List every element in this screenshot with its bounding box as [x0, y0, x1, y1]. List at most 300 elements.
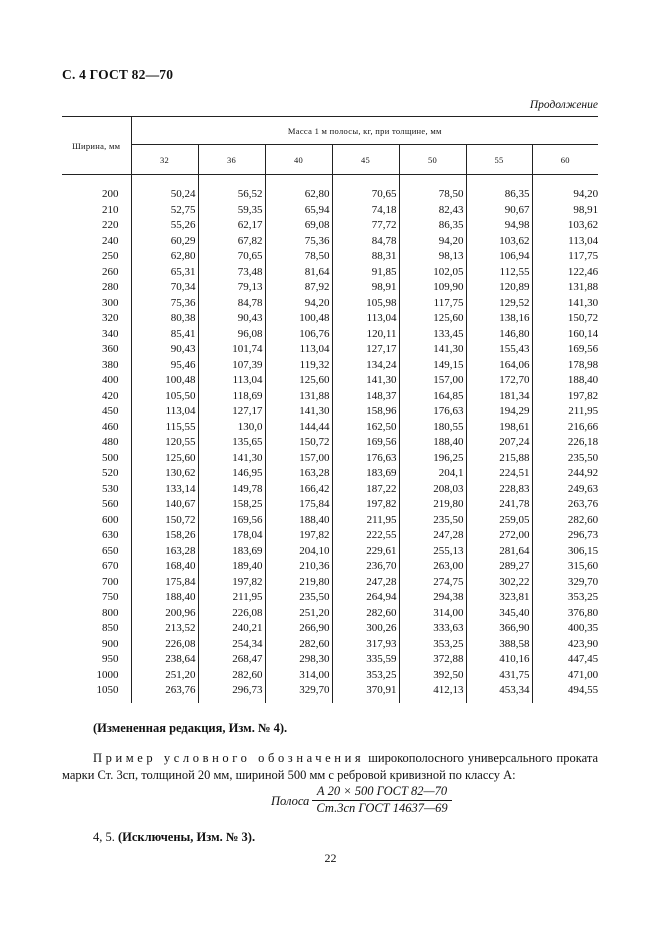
mass-cell: 247,28 [399, 528, 466, 544]
mass-cell: 133,45 [399, 327, 466, 343]
mass-cell: 149,78 [198, 482, 265, 498]
width-cell: 400 [62, 373, 131, 389]
width-cell: 950 [62, 652, 131, 668]
mass-cell: 69,08 [265, 218, 332, 234]
mass-cell: 281,64 [466, 544, 532, 560]
mass-cell: 376,80 [567, 606, 599, 619]
thickness-header: 45 [332, 145, 399, 175]
mass-cell: 119,32 [265, 358, 332, 374]
width-cell: 340 [62, 327, 131, 343]
mass-cell: 50,24 [131, 175, 198, 203]
mass-cell: 263,76 [567, 498, 599, 510]
table-row [62, 652, 598, 668]
thickness-header: 50 [399, 145, 466, 175]
mass-table [62, 116, 598, 703]
mass-cell: 118,69 [198, 389, 265, 405]
mass-cell: 268,47 [198, 652, 265, 668]
mass-cell: 178,04 [198, 528, 265, 544]
width-cell: 480 [62, 435, 131, 451]
mass-cell: 70,65 [332, 175, 399, 203]
mass-cell: 73,48 [198, 265, 265, 281]
mass-cell: 158,96 [332, 404, 399, 420]
mass-cell: 208,03 [399, 482, 466, 498]
mass-cell: 125,60 [265, 373, 332, 389]
thickness-header: 40 [265, 145, 332, 175]
mass-cell: 150,72 [265, 435, 332, 451]
mass-cell: 155,43 [466, 342, 532, 358]
mass-cell: 70,34 [131, 280, 198, 296]
width-cell: 800 [62, 606, 131, 622]
mass-cell: 282,60 [567, 513, 599, 526]
mass-cell: 228,83 [466, 482, 532, 498]
mass-cell: 238,64 [131, 652, 198, 668]
mass-cell: 105,50 [131, 389, 198, 405]
mass-cell: 210,36 [265, 559, 332, 575]
mass-cell: 244,92 [567, 467, 599, 479]
table-header [62, 117, 598, 175]
width-cell: 520 [62, 466, 131, 482]
mass-cell: 264,94 [332, 590, 399, 606]
mass-cell: 70,65 [198, 249, 265, 265]
width-cell: 850 [62, 621, 131, 637]
mass-cell: 183,69 [332, 466, 399, 482]
width-cell: 1000 [62, 668, 131, 684]
mass-cell: 259,05 [466, 513, 532, 529]
mass-cell: 122,46 [567, 265, 599, 278]
mass-cell: 98,91 [573, 203, 599, 216]
width-cell: 300 [62, 296, 131, 312]
mass-cell: 196,25 [399, 451, 466, 467]
mass-cell: 370,91 [332, 683, 399, 703]
mass-cell: 335,59 [332, 652, 399, 668]
mass-cell: 125,60 [131, 451, 198, 467]
mass-cell: 56,52 [198, 175, 265, 203]
width-cell: 650 [62, 544, 131, 560]
width-column-header: Ширина, мм [62, 117, 131, 175]
mass-cell: 188,40 [131, 590, 198, 606]
mass-cell: 197,82 [567, 389, 599, 402]
mass-cell: 366,90 [466, 621, 532, 637]
mass-cell: 211,95 [198, 590, 265, 606]
table-row [62, 218, 598, 234]
mass-cell: 98,13 [399, 249, 466, 265]
mass-cell: 101,74 [198, 342, 265, 358]
mass-cell: 175,84 [265, 497, 332, 513]
mass-cell: 88,31 [332, 249, 399, 265]
width-cell: 420 [62, 389, 131, 405]
table-row [62, 544, 598, 560]
mass-cell: 453,34 [466, 683, 532, 703]
mass-cell: 353,25 [567, 591, 599, 603]
mass-cell: 138,16 [466, 311, 532, 327]
width-cell: 220 [62, 218, 131, 234]
table-row [62, 606, 598, 622]
example-text: широкополосного универсального проката марки Ст. 3сп, толщиной 20 мм, шириной 500 мм с ребровой кривизной по классу А: [62, 751, 598, 782]
mass-cell: 164,85 [399, 389, 466, 405]
width-cell: 280 [62, 280, 131, 296]
width-cell: 210 [62, 203, 131, 219]
example-paragraph [62, 750, 598, 784]
mass-cell: 90,43 [131, 342, 198, 358]
table-row [62, 590, 598, 606]
mass-cell: 134,24 [332, 358, 399, 374]
mass-cell: 314,00 [265, 668, 332, 684]
table-row [62, 466, 598, 482]
mass-cell: 302,22 [466, 575, 532, 591]
mass-cell: 329,70 [567, 575, 599, 588]
mass-cell: 135,65 [198, 435, 265, 451]
mass-cell: 188,40 [567, 374, 599, 386]
mass-cell: 85,41 [131, 327, 198, 343]
mass-cell: 158,25 [198, 497, 265, 513]
mass-cell: 447,45 [567, 653, 599, 665]
mass-cell: 67,82 [198, 234, 265, 250]
mass-cell: 189,40 [198, 559, 265, 575]
table-row [62, 420, 598, 436]
mass-cell: 176,63 [332, 451, 399, 467]
mass-cell: 169,56 [567, 343, 599, 355]
thickness-header: 55 [466, 145, 532, 175]
mass-cell: 266,90 [265, 621, 332, 637]
mass-cell: 183,69 [198, 544, 265, 560]
mass-cell: 296,73 [198, 683, 265, 703]
mass-cell: 247,28 [332, 575, 399, 591]
mass-cell: 144,44 [265, 420, 332, 436]
mass-cell: 74,18 [332, 203, 399, 219]
mass-cell: 272,00 [466, 528, 532, 544]
mass-cell: 168,40 [131, 559, 198, 575]
mass-cell: 131,88 [265, 389, 332, 405]
edition-note: (Измененная редакция, Изм. № 4). [93, 721, 288, 735]
mass-cell: 289,27 [466, 559, 532, 575]
mass-cell: 219,80 [399, 497, 466, 513]
width-cell: 360 [62, 342, 131, 358]
thickness-header: 32 [131, 145, 198, 175]
mass-cell: 91,85 [332, 265, 399, 281]
mass-cell: 172,70 [466, 373, 532, 389]
width-cell: 320 [62, 311, 131, 327]
page-header: С. 4 ГОСТ 82—70 [62, 67, 174, 82]
mass-cell: 87,92 [265, 280, 332, 296]
mass-cell: 94,20 [265, 296, 332, 312]
mass-cell: 274,75 [399, 575, 466, 591]
continuation-label: Продолжение [529, 99, 598, 111]
mass-cell: 160,14 [567, 327, 599, 340]
mass-cell: 300,26 [332, 621, 399, 637]
mass-cell: 345,40 [466, 606, 532, 622]
mass-cell: 100,48 [265, 311, 332, 327]
mass-cell: 90,43 [198, 311, 265, 327]
width-cell: 380 [62, 358, 131, 374]
mass-cell: 113,04 [568, 234, 599, 247]
mass-cell: 75,36 [131, 296, 198, 312]
mass-cell: 94,20 [573, 188, 599, 200]
mass-cell: 235,50 [399, 513, 466, 529]
table-row [62, 482, 598, 498]
width-cell: 200 [62, 175, 131, 203]
mass-cell: 412,13 [399, 683, 466, 703]
thickness-header-row [62, 145, 598, 175]
table-row [62, 683, 598, 703]
mass-cell: 282,60 [265, 637, 332, 653]
width-cell: 600 [62, 513, 131, 529]
mass-cell: 141,30 [332, 373, 399, 389]
width-cell: 530 [62, 482, 131, 498]
mass-cell: 79,13 [198, 280, 265, 296]
mass-cell: 148,37 [332, 389, 399, 405]
mass-cell: 117,75 [399, 296, 466, 312]
mass-cell: 163,28 [265, 466, 332, 482]
table-row [62, 575, 598, 591]
mass-cell: 84,78 [198, 296, 265, 312]
mass-cell: 162,50 [332, 420, 399, 436]
mass-cell: 329,70 [265, 683, 332, 703]
width-cell: 260 [62, 265, 131, 281]
table-row [62, 280, 598, 296]
mass-cell: 94,98 [466, 218, 532, 234]
mass-cell: 282,60 [198, 668, 265, 684]
width-cell: 560 [62, 497, 131, 513]
mass-cell: 78,50 [399, 175, 466, 203]
mass-cell: 164,06 [466, 358, 532, 374]
mass-cell: 263,00 [399, 559, 466, 575]
mass-cell: 197,82 [332, 497, 399, 513]
width-cell: 670 [62, 559, 131, 575]
table-row [62, 435, 598, 451]
width-cell: 700 [62, 575, 131, 591]
mass-cell: 55,26 [131, 218, 198, 234]
mass-cell: 105,98 [332, 296, 399, 312]
mass-cell: 255,13 [399, 544, 466, 560]
mass-cell: 163,28 [131, 544, 198, 560]
mass-cell: 169,56 [198, 513, 265, 529]
mass-cell: 226,08 [131, 637, 198, 653]
mass-cell: 117,75 [568, 250, 599, 262]
mass-cell: 169,56 [332, 435, 399, 451]
mass-cell: 127,17 [198, 404, 265, 420]
mass-cell: 400,35 [567, 622, 599, 634]
mass-cell: 235,50 [265, 590, 332, 606]
mass-cell: 240,21 [198, 621, 265, 637]
formula-numerator: А 20 × 500 ГОСТ 82—70 [312, 784, 452, 801]
mass-cell: 353,25 [399, 637, 466, 653]
mass-cell: 146,80 [466, 327, 532, 343]
mass-cell: 112,55 [466, 265, 532, 281]
mass-cell: 207,24 [466, 435, 532, 451]
formula-denominator: Ст.3сп ГОСТ 14637—69 [316, 801, 448, 815]
example-lead: Пример условного обозначения [93, 751, 365, 765]
mass-cell: 197,82 [198, 575, 265, 591]
mass-cell: 102,05 [399, 265, 466, 281]
width-cell: 460 [62, 420, 131, 436]
mass-cell: 213,52 [131, 621, 198, 637]
mass-group-header: Масса 1 м полосы, кг, при толщине, мм [131, 117, 598, 145]
excluded-items: 4, 5. [93, 830, 115, 844]
table-row [62, 265, 598, 281]
mass-cell: 200,96 [131, 606, 198, 622]
mass-cell: 315,60 [567, 560, 599, 572]
mass-cell: 180,55 [399, 420, 466, 436]
mass-cell: 140,67 [131, 497, 198, 513]
mass-cell: 235,50 [567, 451, 599, 464]
mass-cell: 125,60 [399, 311, 466, 327]
mass-cell: 226,18 [567, 436, 599, 448]
mass-cell: 333,63 [399, 621, 466, 637]
mass-cell: 431,75 [466, 668, 532, 684]
mass-cell: 241,78 [466, 497, 532, 513]
mass-cell: 113,04 [265, 342, 332, 358]
width-cell: 900 [62, 637, 131, 653]
mass-cell: 98,91 [332, 280, 399, 296]
mass-cell: 141,30 [265, 404, 332, 420]
mass-cell: 150,72 [567, 312, 599, 324]
mass-cell: 65,31 [131, 265, 198, 281]
width-cell: 630 [62, 528, 131, 544]
thickness-header: 60 [532, 145, 598, 175]
mass-cell: 115,55 [131, 420, 198, 436]
mass-cell: 129,52 [466, 296, 532, 312]
table-row [62, 668, 598, 684]
width-cell: 1050 [62, 683, 131, 703]
mass-cell: 150,72 [131, 513, 198, 529]
mass-cell: 224,51 [466, 466, 532, 482]
mass-cell: 317,93 [332, 637, 399, 653]
mass-cell: 178,98 [567, 358, 599, 371]
excluded-note [93, 830, 255, 845]
mass-cell: 80,38 [131, 311, 198, 327]
mass-cell: 133,14 [131, 482, 198, 498]
mass-cell: 323,81 [466, 590, 532, 606]
mass-cell: 130,0 [198, 420, 265, 436]
mass-cell: 158,26 [131, 528, 198, 544]
mass-cell: 77,72 [332, 218, 399, 234]
table-row [62, 342, 598, 358]
table-row [62, 358, 598, 374]
table-row [62, 296, 598, 312]
table-row [62, 373, 598, 389]
formula-prefix: Полоса [271, 794, 310, 808]
mass-cell: 294,38 [399, 590, 466, 606]
table-row [62, 528, 598, 544]
mass-cell: 176,63 [399, 404, 466, 420]
mass-cell: 392,50 [399, 668, 466, 684]
mass-cell: 141,30 [198, 451, 265, 467]
mass-cell: 84,78 [332, 234, 399, 250]
mass-cell: 197,82 [265, 528, 332, 544]
mass-cell: 157,00 [265, 451, 332, 467]
mass-cell: 149,15 [399, 358, 466, 374]
mass-cell: 471,00 [567, 668, 599, 681]
mass-cell: 100,48 [131, 373, 198, 389]
mass-cell: 251,20 [131, 668, 198, 684]
mass-cell: 296,73 [567, 529, 599, 541]
mass-cell: 107,39 [198, 358, 265, 374]
mass-cell: 194,29 [466, 404, 532, 420]
mass-cell: 109,90 [399, 280, 466, 296]
mass-cell: 120,55 [131, 435, 198, 451]
mass-cell: 62,17 [198, 218, 265, 234]
excluded-text: (Исключены, Изм. № 3). [118, 830, 256, 844]
width-cell: 450 [62, 404, 131, 420]
mass-cell: 62,80 [131, 249, 198, 265]
mass-cell: 106,94 [466, 249, 532, 265]
mass-cell: 113,04 [131, 404, 198, 420]
mass-cell: 211,95 [332, 513, 399, 529]
mass-cell: 215,88 [466, 451, 532, 467]
width-cell: 250 [62, 249, 131, 265]
table-row [62, 621, 598, 637]
mass-cell: 353,25 [332, 668, 399, 684]
mass-cell: 141,30 [399, 342, 466, 358]
mass-cell: 187,22 [332, 482, 399, 498]
mass-cell: 96,08 [198, 327, 265, 343]
mass-cell: 372,88 [399, 652, 466, 668]
mass-cell: 141,30 [567, 296, 599, 309]
mass-cell: 86,35 [466, 175, 532, 203]
mass-cell: 198,61 [466, 420, 532, 436]
mass-cell: 81,64 [265, 265, 332, 281]
width-cell: 750 [62, 590, 131, 606]
mass-cell: 188,40 [399, 435, 466, 451]
mass-cell: 52,75 [131, 203, 198, 219]
mass-cell: 263,76 [131, 683, 198, 703]
mass-cell: 113,04 [198, 373, 265, 389]
mass-cell: 103,62 [466, 234, 532, 250]
mass-cell: 410,16 [466, 652, 532, 668]
table-row [62, 203, 598, 219]
mass-cell: 249,63 [567, 482, 599, 495]
mass-cell: 388,58 [466, 637, 532, 653]
mass-cell: 120,89 [466, 280, 532, 296]
page-number: 22 [324, 851, 337, 865]
table-row [62, 327, 598, 343]
mass-cell: 157,00 [399, 373, 466, 389]
table-row [62, 451, 598, 467]
mass-cell: 254,34 [198, 637, 265, 653]
table-row [62, 513, 598, 529]
mass-cell: 204,1 [399, 466, 466, 482]
table-row [62, 559, 598, 575]
mass-cell: 127,17 [332, 342, 399, 358]
mass-cell: 251,20 [265, 606, 332, 622]
mass-cell: 131,88 [567, 281, 599, 293]
mass-cell: 94,20 [399, 234, 466, 250]
mass-cell: 282,60 [332, 606, 399, 622]
mass-cell: 298,30 [265, 652, 332, 668]
mass-cell: 222,55 [332, 528, 399, 544]
table-body [62, 175, 598, 703]
mass-cell: 120,11 [332, 327, 399, 343]
mass-cell: 60,29 [131, 234, 198, 250]
mass-cell: 86,35 [399, 218, 466, 234]
mass-cell: 59,35 [198, 203, 265, 219]
mass-cell: 90,67 [466, 203, 532, 219]
mass-cell: 204,10 [265, 544, 332, 560]
mass-cell: 65,94 [265, 203, 332, 219]
mass-cell: 188,40 [265, 513, 332, 529]
width-cell: 240 [62, 234, 131, 250]
mass-cell: 106,76 [265, 327, 332, 343]
mass-cell: 423,90 [567, 637, 599, 650]
mass-cell: 166,42 [265, 482, 332, 498]
mass-cell: 75,36 [265, 234, 332, 250]
table-row [62, 404, 598, 420]
mass-cell: 216,66 [567, 420, 599, 433]
table-row [62, 637, 598, 653]
mass-cell: 229,61 [332, 544, 399, 560]
mass-cell: 211,95 [568, 405, 599, 417]
mass-cell: 146,95 [198, 466, 265, 482]
